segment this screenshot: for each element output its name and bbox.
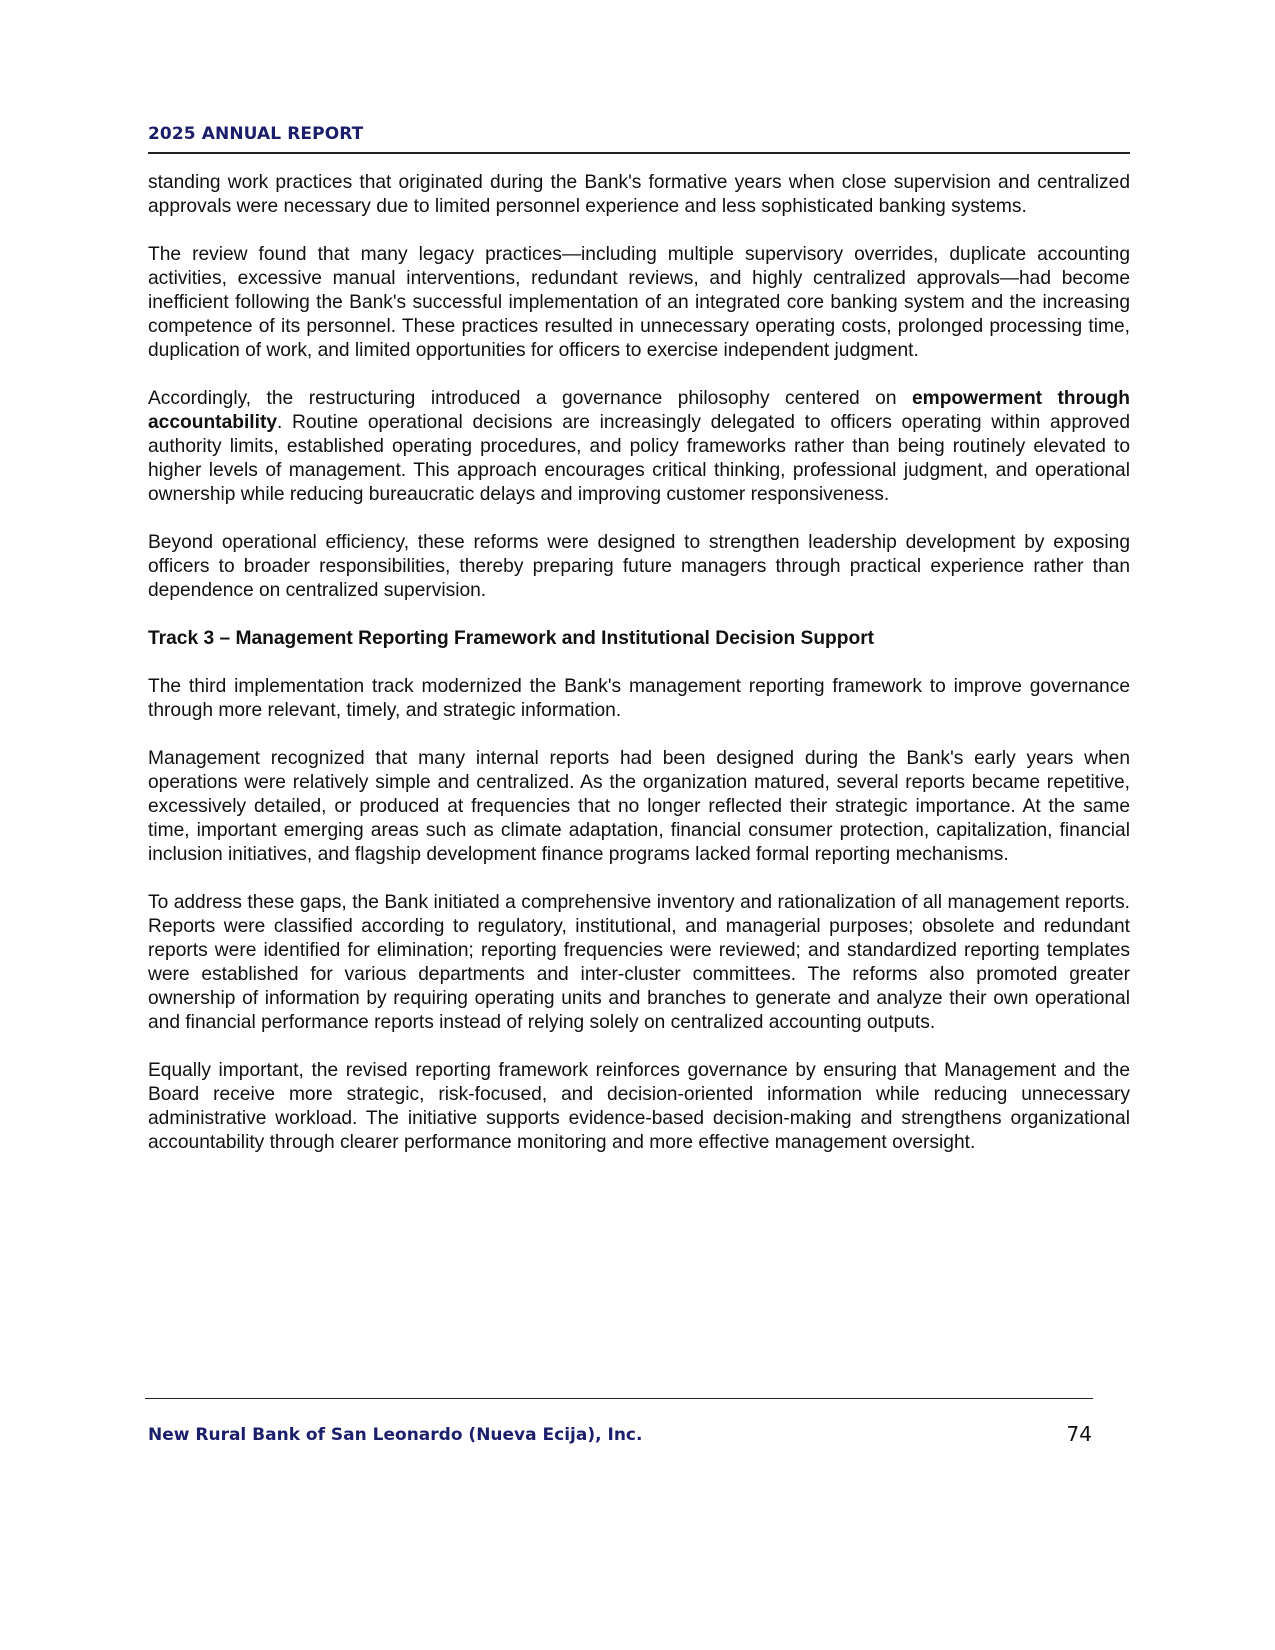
paragraph-governance-benefits: Equally important, the revised reporting framework reinforces governance by ensuring that Management and the Board receive more strategic, risk-focused, and decision-oriented information while reducing unnecessary administrative workload. The initiative supports evidence-based decision-making and strengthens organizational accountability through clearer performance monitoring and more effective management oversight. bbox=[148, 1060, 1130, 1153]
paragraph-review-findings: The review found that many legacy practices—including multiple supervisory overrides, duplicate accounting activities, excessive manual interventions, redundant reviews, and highly centralized approvals—had become inefficient following the Bank's successful implementation of an integrated core banking system and the increasing competence of its personnel. These practices resulted in unnecessary operating costs, prolonged processing time, duplication of work, and limited opportunities for officers to exercise independent judgment. bbox=[148, 244, 1130, 361]
paragraph-continued-practices: standing work practices that originated during the Bank's formative years when close supervision and centralized approvals were necessary due to limited personnel experience and less sophisticated banking systems. bbox=[148, 172, 1130, 217]
page-body bbox=[148, 171, 1130, 1179]
footer-organization-name: New Rural Bank of San Leonardo (Nueva Ecija), Inc. bbox=[148, 1425, 643, 1445]
paragraph-text-rest: . Routine operational decisions are increasingly delegated to officers operating within approved authority limits, established operating procedures, and policy frameworks rather than being routinely elevated to higher levels of management. This approach encourages critical thinking, professional judgment, and operational ownership while reducing bureaucratic delays and improving customer responsiveness. bbox=[148, 412, 1130, 505]
paragraph-leadership-development: Beyond operational efficiency, these reforms were designed to strengthen leadership development by exposing officers to broader responsibilities, thereby preparing future managers through practical experience rather than dependence on centralized supervision. bbox=[148, 532, 1130, 601]
paragraph-report-issues: Management recognized that many internal reports had been designed during the Bank's early years when operations were relatively simple and centralized. As the organization matured, several reports became repetitive, excessively detailed, or produced at frequencies that no longer reflected their strategic importance. At the same time, important emerging areas such as climate adaptation, financial consumer protection, capitalization, financial inclusion initiatives, and flagship development finance programs lacked formal reporting mechanisms. bbox=[148, 748, 1130, 865]
page-header bbox=[148, 122, 1130, 154]
paragraph-governance-philosophy bbox=[148, 387, 1130, 507]
paragraph-report-rationalization: To address these gaps, the Bank initiated a comprehensive inventory and rationalization of all management reports. Reports were classified according to regulatory, institutional, and managerial purposes; obsolete and redundant reports were identified for elimination; reporting frequencies were reviewed; and standardized reporting templates were established for various departments and inter-cluster committees. The reforms also promoted greater ownership of information by requiring operating units and branches to generate and analyze their own operational and financial performance reports instead of relying solely on centralized accounting outputs. bbox=[148, 892, 1130, 1033]
emphasis-empowerment: empowerment through accountability bbox=[148, 388, 1130, 433]
report-title: 2025 ANNUAL REPORT bbox=[148, 124, 364, 144]
footer-divider bbox=[145, 1398, 1093, 1399]
page-number: 74 bbox=[1066, 1422, 1092, 1446]
paragraph-text-lead: Accordingly, the restructuring introduced a governance philosophy centered on bbox=[148, 388, 912, 409]
paragraph-track-3-intro: The third implementation track modernized the Bank's management reporting framework to improve governance through more relevant, timely, and strategic information. bbox=[148, 676, 1130, 721]
section-heading-track-3: Track 3 – Management Reporting Framework and Institutional Decision Support bbox=[148, 628, 875, 649]
